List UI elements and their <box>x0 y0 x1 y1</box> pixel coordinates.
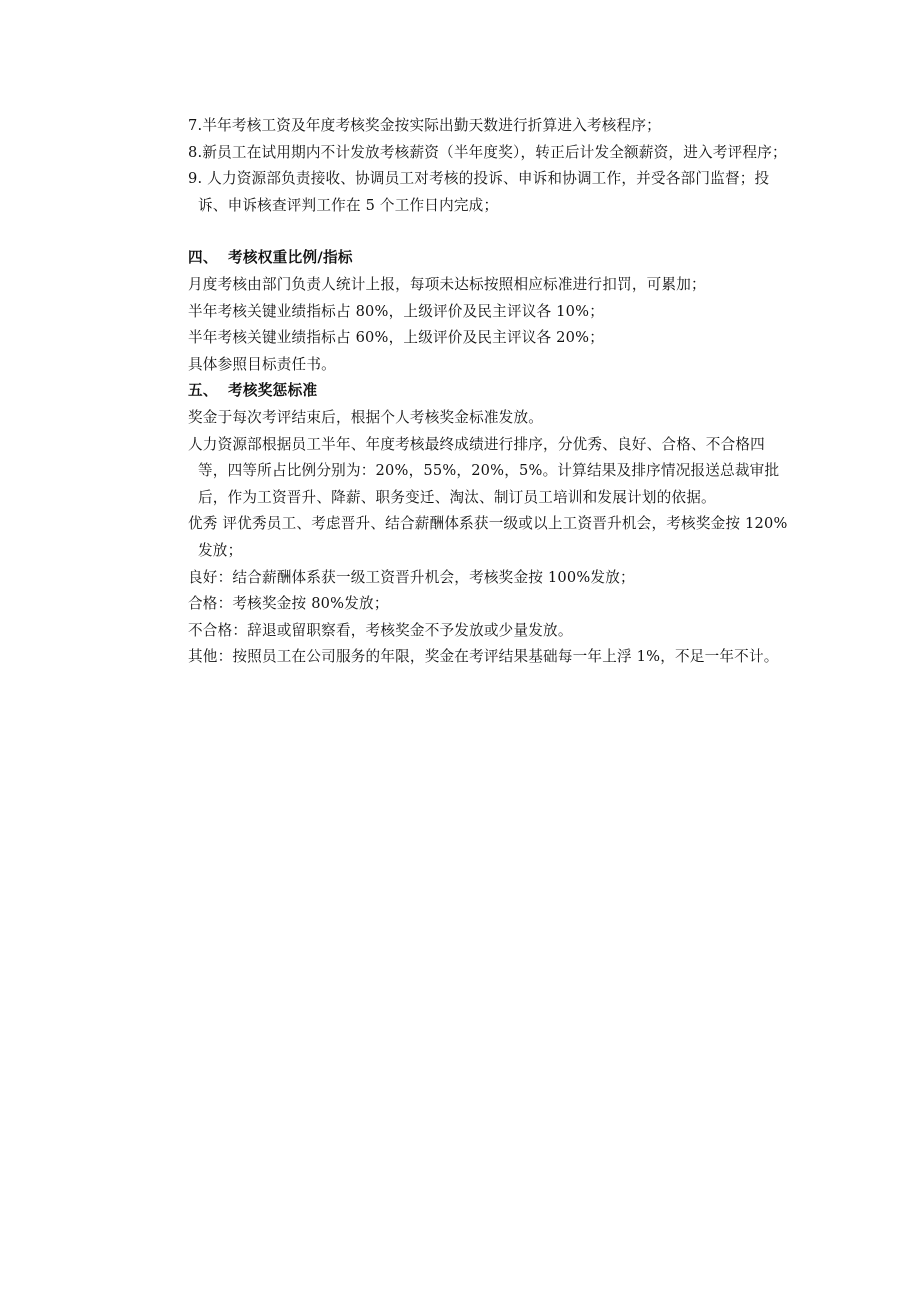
section-five-paragraph: 合格：考核奖金按 80%发放； <box>188 595 389 613</box>
section-four-number: 四、 <box>188 249 218 267</box>
section-spacer <box>188 219 788 245</box>
section-four-paragraph: 具体参照目标责任书。 <box>188 355 336 373</box>
section-five-paragraph: 人力资源部根据员工半年、年度考核最终成绩进行排序，分优秀、良好、合格、不合格四等，四等所占比例分别为：20%，55%，20%，5%。计算结果及排序情况报送总裁审批后，作为工资晋升、降薪、职务变迁、淘汰、制订员工培训和发展计划的依据。 <box>188 435 780 506</box>
section-five-number: 五、 <box>188 382 218 400</box>
list-item-9: 9. 人力资源部负责接收、协调员工对考核的投诉、申诉和协调工作，并受各部门监督；投诉、申诉核查评判工作在 5 个工作日内完成； <box>188 170 770 214</box>
list-item-8: 8.新员工在试用期内不计发放考核薪资（半年度奖），转正后计发全额薪资，进入考评程序； <box>188 143 787 161</box>
section-five-heading <box>188 378 788 405</box>
document-body <box>188 113 788 671</box>
section-four-paragraph: 半年考核关键业绩指标占 80%，上级评价及民主评议各 10%； <box>188 302 605 320</box>
section-five-paragraph: 优秀 评优秀员工、考虑晋升、结合薪酬体系获一级或以上工资晋升机会，考核奖金按 120%发放； <box>188 515 788 559</box>
section-four-title: 考核权重比例/指标 <box>228 249 353 267</box>
section-five-paragraph: 其他：按照员工在公司服务的年限，奖金在考评结果基础每一年上浮 1%，不足一年不计。 <box>188 648 779 666</box>
section-five-title: 考核奖惩标准 <box>228 382 318 400</box>
section-five-paragraph: 不合格：辞退或留职察看，考核奖金不予发放或少量发放。 <box>188 621 573 639</box>
section-five-paragraph: 良好：结合薪酬体系获一级工资晋升机会，考核奖金按 100%发放； <box>188 568 635 586</box>
section-four-paragraph: 半年考核关键业绩指标占 60%，上级评价及民主评议各 20%； <box>188 329 605 347</box>
list-item-7: 7.半年考核工资及年度考核奖金按实际出勤天数进行折算进入考核程序； <box>188 117 661 134</box>
section-four-heading <box>188 245 788 272</box>
section-five-paragraph: 奖金于每次考评结束后，根据个人考核奖金标准发放。 <box>188 408 544 426</box>
section-four-paragraph: 月度考核由部门负责人统计上报，每项未达标按照相应标准进行扣罚，可累加； <box>188 275 706 293</box>
